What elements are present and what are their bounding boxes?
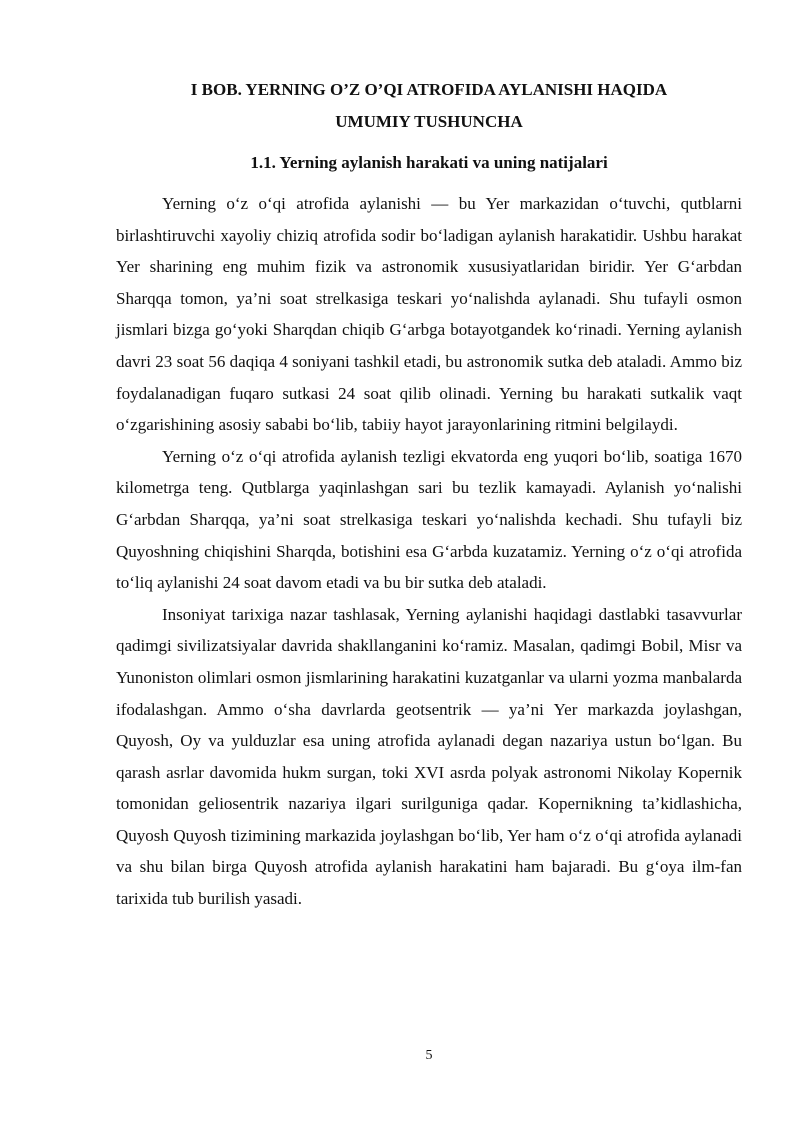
paragraph-2: Yerning o‘z o‘qi atrofida aylanish tezligi ekvatorda eng yuqori bo‘lib, soatiga 1670 kilometrga teng. Qutblarga yaqinlashgan sari bu tezlik kamayadi. Aylanish yo‘nalishi G‘arbdan Sharqqa, ya’ni soat strelkasiga teskari yo‘nalishda kechadi. Shu tufayli biz Quyoshning chiqishini Sharqda, botishini esa G‘arbda kuzatamiz. Yerning o‘z o‘qi atrofida to‘liq aylanishi 24 soat davom etadi va bu bir sutka deb ataladi. [116,446,742,593]
chapter-title-line-2: UMUMIY TUSHUNCHA [335,112,523,131]
chapter-title-line-1: I BOB. YERNING O’Z O’QI ATROFIDA AYLANISHI HAQIDA [190,80,668,99]
paragraph-1: Yerning o‘z o‘qi atrofida aylanishi — bu Yer markazidan o‘tuvchi, qutblarni birlashtiruvchi xayoliy chiziq atrofida sodir bo‘ladigan aylanish harakatidir. Ushbu harakat Yer sharining eng muhim fizik va astronomik xususiyatlaridan biridir. Yer G‘arbdan Sharqqa tomon, ya’ni soat strelkasiga teskari yo‘nalishda aylanadi. Shu tufayli osmon jismlari bizga go‘yoki Sharqdan chiqib G‘arbga botayotgandek ko‘rinadi. Yerning aylanish davri 23 soat 56 daqiqa 4 soniyani tashkil etadi, bu astronomik sutka deb ataladi. Ammo biz foydalanadigan fuqaro sutkasi 24 soat qilib olinadi. Yerning bu harakati sutkalik vaqt o‘zgarishining asosiy sababi bo‘lib, tabiiy hayot jarayonlarining ritmini belgilaydi. [116,194,742,435]
document-page [116,74,742,915]
section-title: 1.1. Yerning aylanish harakati va uning natijalari [250,153,608,172]
page-number: 5 [425,1048,433,1063]
paragraph-3: Insoniyat tarixiga nazar tashlasak, Yerning aylanishi haqidagi dastlabki tasavvurlar qadimgi sivilizatsiyalar davrida shakllanganini ko‘ramiz. Masalan, qadimgi Bobil, Misr va Yunoniston olimlari osmon jismlarining harakatini kuzatganlar va ularni yozma manbalarda ifodalashgan. Ammo o‘sha davrlarda geotsentrik — ya’ni Yer markazda joylashgan, Quyosh, Oy va yulduzlar esa uning atrofida aylanadi degan nazariya ustun bo‘lgan. Bu qarash asrlar davomida hukm surgan, toki XVI asrda polyak astronomi Nikolay Kopernik tomonidan geliosentrik nazariya ilgari surilguniga qadar. Kopernikning ta’kidlashicha, Quyosh Quyosh tizimining markazida joylashgan bo‘lib, Yer ham o‘z o‘qi atrofida aylanadi va shu bilan birga Quyosh atrofida aylanish harakatini ham bajaradi. Bu g‘oya ilm-fan tarixida tub burilish yasadi. [116,604,742,909]
